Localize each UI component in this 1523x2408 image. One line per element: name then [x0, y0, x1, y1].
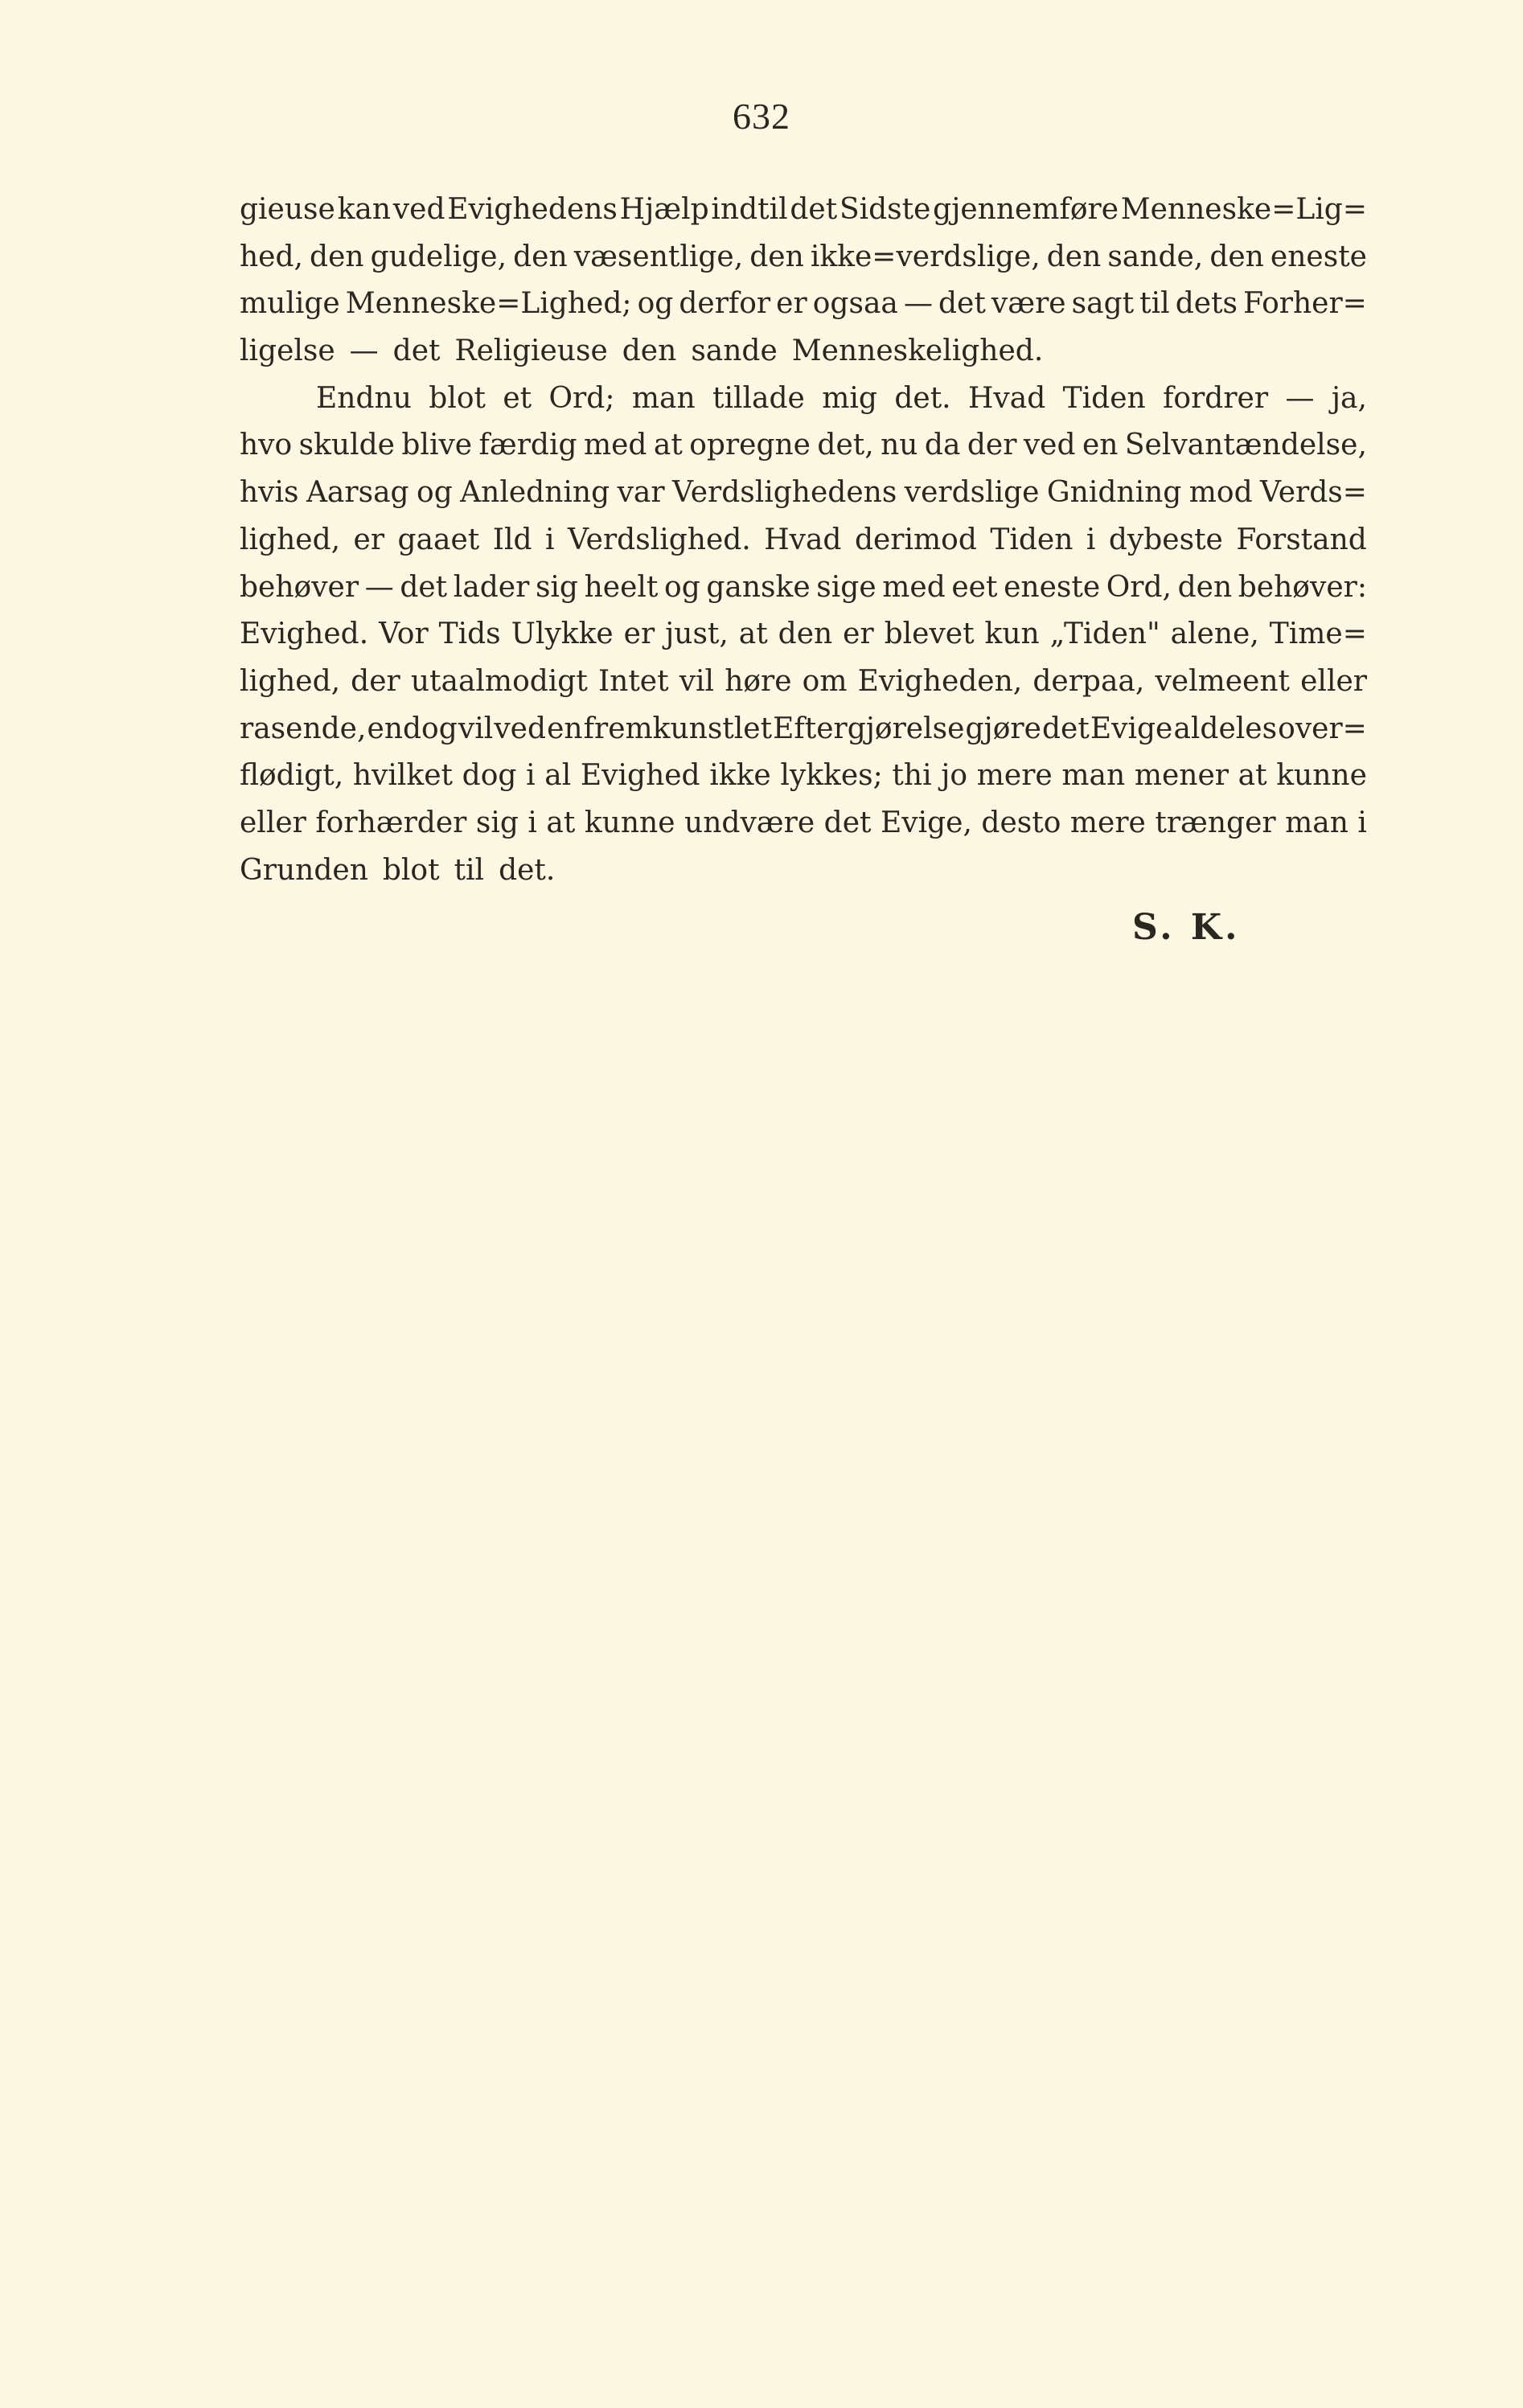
word: undvære: [684, 806, 815, 839]
word: ikke: [709, 759, 771, 793]
word: den: [310, 240, 364, 273]
word: der: [351, 664, 400, 698]
word: Tids: [438, 617, 501, 651]
word: fremkunstlet: [583, 712, 773, 745]
word: thi: [892, 759, 932, 793]
word: gaaet: [397, 523, 480, 556]
word: al: [544, 759, 572, 793]
word: verdslige: [904, 476, 1040, 510]
word: den: [1177, 570, 1233, 604]
word: var: [617, 476, 665, 510]
word: Verds=: [1260, 476, 1367, 510]
word: ikke=verdslige,: [810, 240, 1041, 273]
word: det: [1041, 712, 1090, 745]
word: Vor: [379, 617, 429, 651]
word: i: [528, 806, 537, 839]
word: derpaa,: [1032, 664, 1145, 698]
text-line: [240, 517, 1367, 564]
word: Eftergjørelse: [773, 712, 965, 745]
word: man: [1285, 806, 1349, 839]
word: et: [503, 381, 532, 415]
word: Ord,: [1106, 570, 1172, 604]
word: blive: [401, 429, 473, 462]
word: Endnu: [316, 381, 412, 415]
word: det,: [817, 429, 874, 462]
word: skulde: [298, 429, 395, 462]
word: Sidste: [839, 193, 931, 226]
word: Evige: [1090, 712, 1173, 745]
word: det: [938, 287, 986, 321]
word: gieuse: [240, 193, 335, 226]
word: ved: [494, 712, 546, 745]
text-line: [240, 328, 1367, 375]
word: Verdslighed.: [567, 523, 751, 556]
word: opregne: [689, 429, 811, 462]
word: til: [1139, 287, 1170, 321]
body-text: [240, 187, 1367, 894]
word: over=: [1278, 712, 1367, 745]
word: hvilket: [352, 759, 453, 793]
word: mod: [1188, 476, 1253, 510]
word: sige: [816, 570, 876, 604]
word: aldeles: [1173, 712, 1278, 745]
word: da: [924, 429, 961, 462]
word: endog: [367, 712, 458, 745]
word: Verdslighedens: [672, 476, 897, 510]
word: sig: [535, 570, 578, 604]
word: ganske: [706, 570, 811, 604]
word: mulige: [240, 287, 340, 321]
word: behøver: [240, 570, 359, 604]
word: den: [622, 334, 677, 368]
word: den: [749, 240, 804, 273]
word: den: [1046, 240, 1102, 273]
word: kan: [337, 193, 392, 226]
word: er: [623, 617, 655, 651]
word: mig: [822, 381, 877, 415]
word: til: [454, 853, 485, 887]
word: sande,: [1107, 240, 1204, 273]
word: Ild: [492, 523, 532, 556]
word: det: [790, 193, 838, 226]
word: Menneske=Lighed;: [345, 287, 632, 321]
word: den: [513, 240, 568, 273]
word: den: [1209, 240, 1264, 273]
word: Aarsag: [306, 476, 409, 510]
word: flødigt,: [240, 759, 344, 793]
word: er: [776, 287, 807, 321]
word: hvo: [240, 429, 293, 462]
word: gudelige,: [370, 240, 507, 273]
word: Anledning: [460, 476, 610, 510]
word: forhærder: [315, 806, 467, 839]
word: lighed,: [240, 664, 341, 698]
word: sande: [691, 334, 778, 368]
word: eneste: [1004, 570, 1101, 604]
text-line: [240, 658, 1367, 706]
word: med: [882, 570, 946, 604]
word: mere: [1069, 806, 1146, 839]
word: —: [903, 287, 933, 321]
word: —: [349, 334, 379, 368]
word: blot: [382, 853, 440, 887]
text-line: [240, 753, 1367, 800]
word: Forstand: [1236, 523, 1367, 556]
word: Intet: [597, 664, 669, 698]
word: Hjælp: [619, 193, 709, 226]
word: Evigheden,: [857, 664, 1023, 698]
word: desto: [981, 806, 1061, 839]
word: jo: [941, 759, 968, 793]
word: sig: [475, 806, 519, 839]
text-line: [240, 234, 1367, 281]
word: er: [353, 523, 385, 556]
word: hvis: [240, 476, 299, 510]
word: Evige,: [880, 806, 972, 839]
word: Evighed: [580, 759, 700, 793]
word: om: [802, 664, 848, 698]
word: blevet: [884, 617, 975, 651]
word: der: [967, 429, 1017, 462]
word: at: [653, 429, 683, 462]
word: lighed,: [240, 523, 341, 556]
word: at: [1238, 759, 1267, 793]
word: velmeent: [1155, 664, 1291, 698]
word: er: [843, 617, 874, 651]
word: behøver:: [1238, 570, 1367, 604]
word: ligelse: [240, 334, 335, 368]
word: mener: [1134, 759, 1229, 793]
word: kunne: [1276, 759, 1367, 793]
word: Time=: [1269, 617, 1367, 651]
word: Religieuse: [454, 334, 608, 368]
word: „Tiden": [1049, 617, 1160, 651]
word: og: [637, 287, 674, 321]
text-line: [240, 800, 1367, 847]
word: indtil: [711, 193, 788, 226]
word: lader: [453, 570, 530, 604]
text-line: [240, 611, 1367, 658]
word: høre: [725, 664, 792, 698]
word: vil: [458, 712, 494, 745]
word: det: [392, 334, 441, 368]
word: Ulykke: [511, 617, 614, 651]
word: Evighed.: [240, 617, 369, 651]
text-line: [240, 564, 1367, 612]
word: Gnidning: [1046, 476, 1182, 510]
word: i: [544, 523, 555, 556]
word: være: [991, 287, 1066, 321]
word: dog: [462, 759, 517, 793]
word: det: [400, 570, 448, 604]
word: Tiden: [1062, 381, 1146, 415]
word: kun: [984, 617, 1040, 651]
word: i: [1086, 523, 1096, 556]
word: just,: [665, 617, 729, 651]
word: med: [583, 429, 647, 462]
word: derimod: [854, 523, 977, 556]
word: at: [546, 806, 576, 839]
word: eet: [951, 570, 998, 604]
word: Tiden: [990, 523, 1073, 556]
word: kunne: [584, 806, 675, 839]
word: Menneske=Lig=: [1120, 193, 1367, 226]
page-number: 632: [733, 96, 790, 137]
word: alene,: [1170, 617, 1259, 651]
text-line: [240, 422, 1367, 470]
word: Menneskelighed.: [791, 334, 1044, 368]
word: og: [664, 570, 700, 604]
word: lykkes;: [780, 759, 883, 793]
text-line: [240, 847, 1367, 895]
word: hed,: [240, 240, 303, 273]
word: en: [1082, 429, 1119, 462]
word: derfor: [679, 287, 771, 321]
word: det.: [894, 381, 951, 415]
word: man: [631, 381, 696, 415]
word: heelt: [584, 570, 659, 604]
word: Hvad: [968, 381, 1046, 415]
word: man: [1061, 759, 1126, 793]
word: i: [526, 759, 536, 793]
word: den: [778, 617, 833, 651]
text-line: [240, 375, 1367, 423]
word: ved: [1023, 429, 1076, 462]
word: ved: [392, 193, 445, 226]
text-line: [240, 187, 1367, 234]
word: det: [823, 806, 872, 839]
word: nu: [881, 429, 918, 462]
text-line: [240, 281, 1367, 328]
word: dets: [1175, 287, 1238, 321]
word: Ord;: [548, 381, 615, 415]
word: ja,: [1331, 381, 1367, 415]
word: en: [547, 712, 583, 745]
text-line: [240, 470, 1367, 517]
word: blot: [429, 381, 486, 415]
word: Grunden: [240, 853, 368, 887]
word: dybeste: [1108, 523, 1223, 556]
word: færdig: [478, 429, 577, 462]
word: fordrer: [1163, 381, 1269, 415]
word: ogsaa: [812, 287, 898, 321]
word: eller: [1300, 664, 1367, 698]
word: væsentlige,: [573, 240, 744, 273]
signature: S. K.: [1132, 907, 1241, 948]
word: tillade: [712, 381, 805, 415]
word: gjøre: [965, 712, 1041, 745]
text-line: [240, 706, 1367, 753]
word: —: [364, 570, 394, 604]
word: Hvad: [764, 523, 842, 556]
word: eneste: [1270, 240, 1367, 273]
word: rasende,: [240, 712, 367, 745]
word: og: [417, 476, 453, 510]
word: det.: [499, 853, 556, 887]
word: mere: [976, 759, 1053, 793]
word: —: [1285, 381, 1315, 415]
word: i: [1357, 806, 1367, 839]
word: gjennemføre: [933, 193, 1119, 226]
word: Forher=: [1243, 287, 1367, 321]
word: trænger: [1155, 806, 1276, 839]
word: sagt: [1071, 287, 1135, 321]
word: Evighedens: [447, 193, 618, 226]
word: Selvantændelse,: [1124, 429, 1367, 462]
word: at: [738, 617, 768, 651]
word: utaalmodigt: [410, 664, 588, 698]
word: eller: [240, 806, 306, 839]
word: vil: [679, 664, 715, 698]
